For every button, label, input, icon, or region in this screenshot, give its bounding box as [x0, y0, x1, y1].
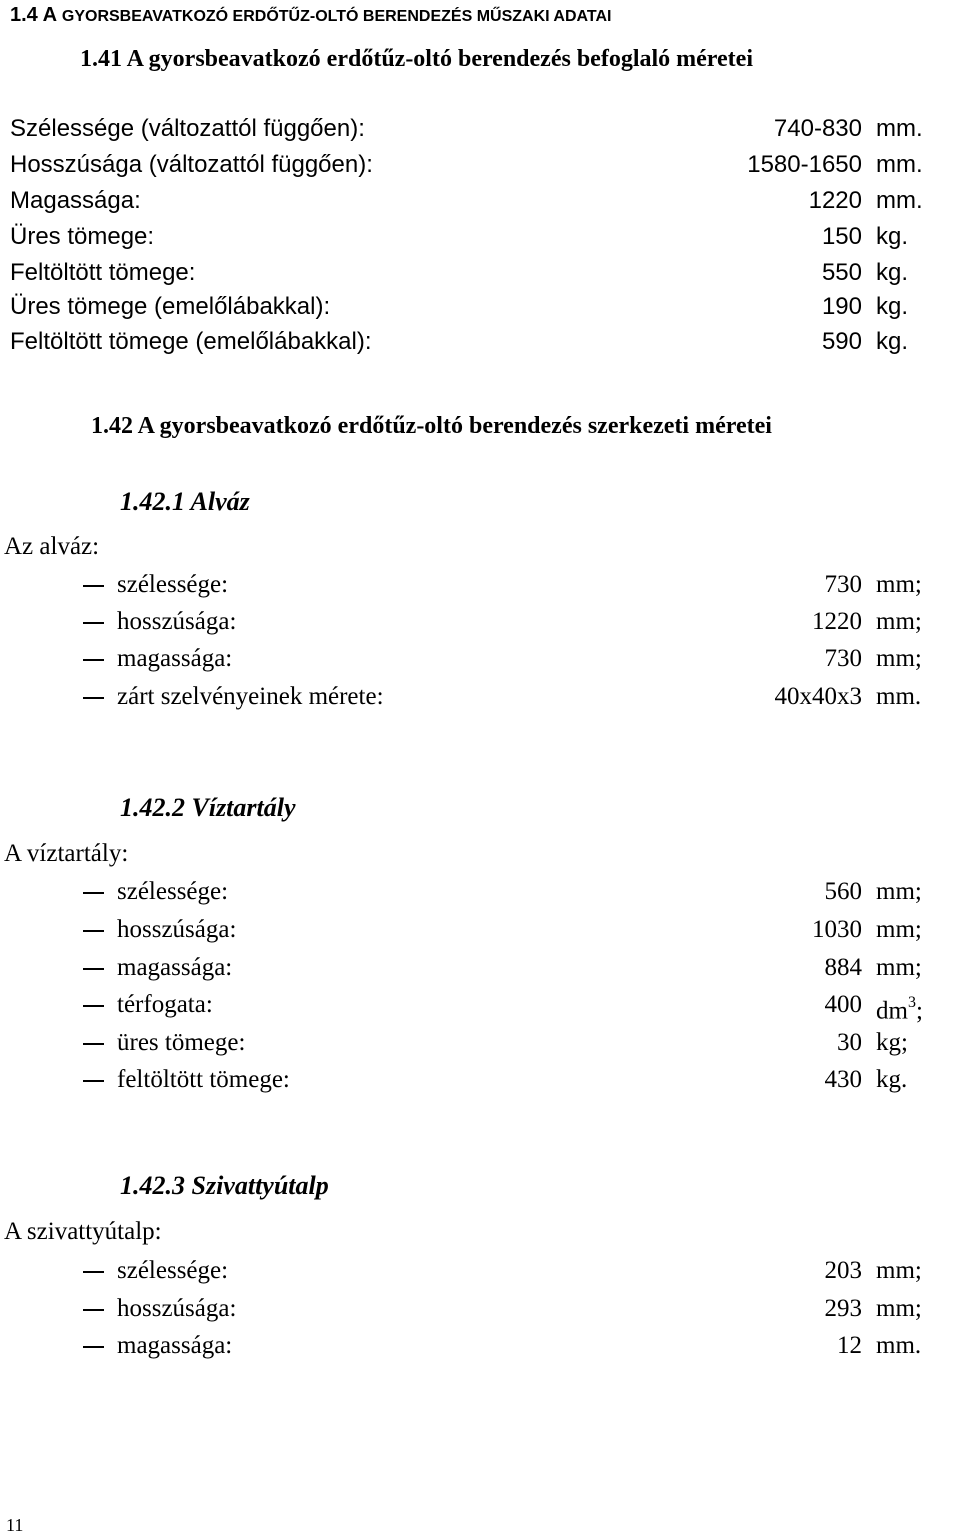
spec-unit: mm.	[876, 1332, 922, 1359]
spec-row	[0, 913, 940, 947]
spec-unit: kg.	[876, 259, 909, 286]
spec-label: feltöltött tömege:	[117, 1066, 290, 1093]
spec-unit: mm.	[876, 187, 923, 214]
spec-row	[10, 325, 930, 359]
dash-bullet	[83, 1080, 104, 1082]
spec-row	[0, 1026, 940, 1060]
spec-value: 740-830	[773, 115, 862, 142]
dash-bullet	[83, 1043, 104, 1045]
spec-label: Üres tömege:	[10, 223, 155, 250]
dash-bullet	[83, 1005, 104, 1007]
spec-value: 730	[824, 571, 862, 598]
spec-label: hosszúsága:	[117, 1295, 237, 1322]
spec-unit-tail: ;	[915, 997, 923, 1025]
dash-bullet	[83, 622, 104, 624]
spec-value: 1220	[808, 187, 862, 214]
szivattyutalp-title: 1.42.3 Szivattyútalp	[120, 1171, 329, 1200]
spec-row	[10, 148, 930, 182]
spec-row	[0, 1063, 940, 1097]
spec-label: hosszúsága:	[117, 916, 237, 943]
dash-bullet	[83, 1309, 104, 1311]
spec-value: 150	[821, 223, 862, 250]
main-heading-rest: GYORSBEAVATKOZÓ ERDŐTŰZ-OLTÓ BERENDEZÉS MŰSZAKI ADATAI	[61, 8, 612, 25]
spec-label: zárt szelvényeinek mérete:	[117, 683, 384, 710]
spec-label: szélessége:	[117, 878, 229, 905]
spec-unit: mm.	[876, 151, 923, 178]
spec-unit-exponent: 3	[907, 994, 916, 1011]
spec-row	[0, 1292, 940, 1326]
spec-value: 293	[824, 1295, 862, 1322]
spec-row	[0, 605, 940, 639]
spec-row	[0, 680, 940, 714]
spec-row	[0, 988, 940, 1025]
spec-value: 400	[824, 991, 862, 1018]
viztartaly-title: 1.42.2 Víztartály	[120, 793, 296, 822]
spec-unit: kg.	[876, 1066, 908, 1093]
spec-unit: kg.	[876, 223, 909, 250]
spec-unit: kg.	[876, 293, 909, 320]
spec-label: Hosszúsága (változattól függően):	[10, 151, 373, 178]
spec-value: 30	[837, 1029, 862, 1056]
spec-label: térfogata:	[117, 991, 213, 1018]
spec-label: magassága:	[117, 645, 233, 672]
dash-bullet	[83, 585, 104, 587]
spec-unit: mm.	[876, 683, 922, 710]
spec-label: Magassága:	[10, 187, 141, 214]
spec-value: 1220	[812, 608, 862, 635]
main-heading-lead: 1.4 A	[10, 4, 62, 26]
spec-label: Feltöltött tömege:	[10, 259, 196, 286]
spec-unit: mm;	[876, 878, 922, 905]
spec-unit: mm;	[876, 954, 922, 981]
spec-unit: mm.	[876, 115, 923, 142]
dash-bullet	[83, 1271, 104, 1273]
spec-value: 590	[821, 328, 862, 355]
spec-label: szélessége:	[117, 1257, 229, 1284]
spec-unit: mm;	[876, 916, 922, 943]
dash-bullet	[83, 697, 104, 699]
spec-label: szélessége:	[117, 571, 229, 598]
spec-value: 560	[824, 878, 862, 905]
section-42-title: 1.42 A gyorsbeavatkozó erdőtűz-oltó berendezés szerkezeti méretei	[91, 413, 772, 439]
viztartaly-intro: A víztartály:	[4, 840, 129, 867]
spec-row	[0, 642, 940, 676]
spec-value: 1030	[812, 916, 862, 943]
spec-label: magassága:	[117, 1332, 233, 1359]
spec-row	[10, 184, 930, 218]
spec-unit: kg.	[876, 328, 909, 355]
dash-bullet	[83, 659, 104, 661]
spec-row	[0, 875, 940, 909]
spec-label: üres tömege:	[117, 1029, 246, 1056]
spec-row	[10, 256, 930, 290]
spec-label: hosszúsága:	[117, 608, 237, 635]
section-41-title: 1.41 A gyorsbeavatkozó erdőtűz-oltó berendezés befoglaló méretei	[80, 46, 753, 72]
spec-value: 430	[824, 1066, 862, 1093]
spec-unit-base: dm	[876, 997, 908, 1025]
spec-value: 190	[821, 293, 862, 320]
spec-label: magassága:	[117, 954, 233, 981]
spec-unit: mm;	[876, 1257, 922, 1284]
dash-bullet	[83, 968, 104, 970]
spec-unit: mm;	[876, 571, 922, 598]
spec-value: 12	[837, 1332, 862, 1359]
spec-row	[0, 951, 940, 985]
spec-unit: mm;	[876, 608, 922, 635]
dash-bullet	[83, 1346, 104, 1348]
spec-row	[0, 568, 940, 602]
alvaz-title: 1.42.1 Alváz	[120, 487, 250, 516]
dash-bullet	[83, 892, 104, 894]
spec-row	[0, 1329, 940, 1363]
spec-value: 730	[824, 645, 862, 672]
spec-row	[0, 1254, 940, 1288]
page-number: 11	[6, 1515, 24, 1535]
spec-label: Feltöltött tömege (emelőlábakkal):	[10, 328, 372, 355]
spec-row	[10, 220, 930, 254]
dash-bullet	[83, 930, 104, 932]
spec-row	[10, 290, 930, 324]
spec-row	[10, 112, 930, 146]
spec-value: 1580-1650	[747, 151, 862, 178]
spec-unit: mm;	[876, 1295, 922, 1322]
main-heading	[10, 4, 612, 27]
alvaz-intro: Az alváz:	[4, 533, 100, 560]
spec-unit	[876, 988, 923, 1028]
spec-value: 40x40x3	[774, 683, 862, 710]
spec-unit: mm;	[876, 645, 922, 672]
spec-unit: kg;	[876, 1029, 908, 1056]
spec-value: 550	[821, 259, 862, 286]
spec-label: Szélessége (változattól függően):	[10, 115, 365, 142]
spec-label: Üres tömege (emelőlábakkal):	[10, 293, 331, 320]
szivattyutalp-intro: A szivattyútalp:	[4, 1218, 162, 1245]
spec-value: 203	[824, 1257, 862, 1284]
spec-value: 884	[824, 954, 862, 981]
